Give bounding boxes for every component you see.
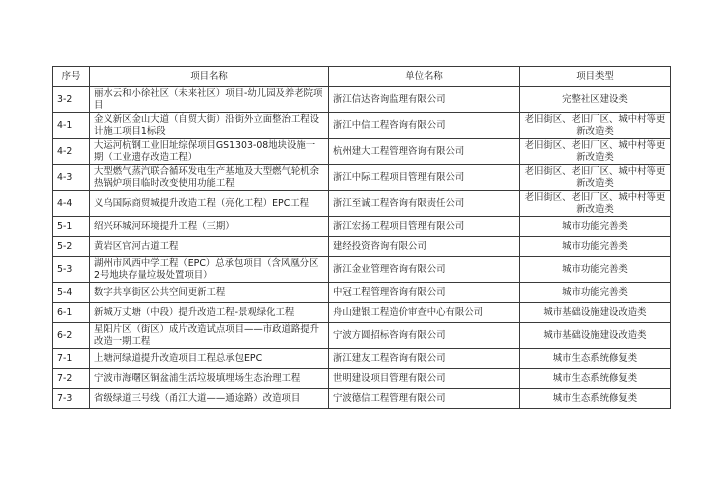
cell-project-type: 城市功能完善类 <box>520 237 671 257</box>
cell-unit-name: 浙江宏扬工程项目管理有限公司 <box>329 217 520 237</box>
cell-project-type: 城市生态系统修复类 <box>520 369 671 389</box>
table-row <box>53 389 671 409</box>
cell-unit-name: 世明建设项目管理有限公司 <box>329 369 520 389</box>
table-row <box>53 369 671 389</box>
cell-project-name: 新城万丈塘（中段）提升改造工程-景观绿化工程 <box>90 303 329 323</box>
table-row <box>53 303 671 323</box>
cell-unit-name: 浙江至诚工程咨询有限责任公司 <box>329 191 520 217</box>
cell-seq: 5-1 <box>53 217 90 237</box>
header-project-type: 项目类型 <box>520 67 671 87</box>
cell-project-type: 完整社区建设类 <box>520 87 671 113</box>
header-unit-name: 单位名称 <box>329 67 520 87</box>
cell-project-type: 老旧街区、老旧厂区、城中村等更新改造类 <box>520 139 671 165</box>
cell-seq: 6-1 <box>53 303 90 323</box>
cell-project-name: 湖州市风西中学工程（EPC）总承包项目（含风凰分区2号地块存量垃圾处置项目） <box>90 257 329 283</box>
cell-unit-name: 浙江中信工程咨询有限公司 <box>329 113 520 139</box>
cell-seq: 7-2 <box>53 369 90 389</box>
cell-project-name: 星阳片区（街区）成片改造试点项目——市政道路提升改造一期工程 <box>90 323 329 349</box>
cell-project-name: 黄岩区官河古道工程 <box>90 237 329 257</box>
cell-project-type: 城市功能完善类 <box>520 217 671 237</box>
cell-seq: 4-4 <box>53 191 90 217</box>
cell-project-name: 绍兴环城河环境提升工程（三期） <box>90 217 329 237</box>
cell-unit-name: 浙江建友工程咨询有限公司 <box>329 349 520 369</box>
cell-project-name: 丽水云和小徐社区（未来社区）项目-幼儿园及养老院项目 <box>90 87 329 113</box>
cell-seq: 5-4 <box>53 283 90 303</box>
cell-project-type: 老旧街区、老旧厂区、城中村等更新改造类 <box>520 165 671 191</box>
cell-project-type: 城市基础设施建设改造类 <box>520 303 671 323</box>
cell-project-name: 数字共享街区公共空间更新工程 <box>90 283 329 303</box>
table-row <box>53 283 671 303</box>
table-row <box>53 113 671 139</box>
table-row <box>53 257 671 283</box>
cell-seq: 4-2 <box>53 139 90 165</box>
cell-seq: 5-3 <box>53 257 90 283</box>
table-header-row <box>53 67 671 87</box>
table-row <box>53 217 671 237</box>
cell-unit-name: 宁波德信工程管理有限公司 <box>329 389 520 409</box>
cell-seq: 5-2 <box>53 237 90 257</box>
cell-unit-name: 建经投资咨询有限公司 <box>329 237 520 257</box>
cell-project-type: 城市功能完善类 <box>520 283 671 303</box>
cell-seq: 3-2 <box>53 87 90 113</box>
cell-unit-name: 杭州建大工程管理咨询有限公司 <box>329 139 520 165</box>
table-row <box>53 191 671 217</box>
cell-project-type: 城市生态系统修复类 <box>520 389 671 409</box>
cell-seq: 4-3 <box>53 165 90 191</box>
cell-project-type: 城市基础设施建设改造类 <box>520 323 671 349</box>
table-row <box>53 87 671 113</box>
project-table <box>52 66 671 409</box>
cell-project-type: 老旧街区、老旧厂区、城中村等更新改造类 <box>520 191 671 217</box>
cell-project-name: 宁波市海曙区铜盆浦生活垃圾填埋场生态治理工程 <box>90 369 329 389</box>
cell-unit-name: 浙江信达咨询监理有限公司 <box>329 87 520 113</box>
cell-project-name: 金义新区金山大道（自贸大街）沿街外立面整治工程设计施工项目1标段 <box>90 113 329 139</box>
cell-project-type: 老旧街区、老旧厂区、城中村等更新改造类 <box>520 113 671 139</box>
table-row <box>53 349 671 369</box>
cell-unit-name: 中冠工程管理咨询有限公司 <box>329 283 520 303</box>
cell-unit-name: 浙江金业管理咨询有限公司 <box>329 257 520 283</box>
cell-unit-name: 宁波方圆招标咨询有限公司 <box>329 323 520 349</box>
cell-project-name: 大运河杭钢工业旧址综保项目GS1303-08地块设施一期（工业遗存改造工程） <box>90 139 329 165</box>
header-seq: 序号 <box>53 67 90 87</box>
cell-seq: 7-1 <box>53 349 90 369</box>
table-row <box>53 139 671 165</box>
cell-project-name: 大型燃气蒸汽联合循环发电生产基地及大型燃气轮机余热锅炉项目临时改变使用功能工程 <box>90 165 329 191</box>
cell-seq: 7-3 <box>53 389 90 409</box>
cell-unit-name: 舟山建银工程造价审查中心有限公司 <box>329 303 520 323</box>
table-row <box>53 237 671 257</box>
cell-project-name: 义乌国际商贸城提升改造工程（亮化工程）EPC工程 <box>90 191 329 217</box>
table-row <box>53 323 671 349</box>
cell-unit-name: 浙江中际工程项目管理有限公司 <box>329 165 520 191</box>
cell-project-type: 城市生态系统修复类 <box>520 349 671 369</box>
cell-seq: 4-1 <box>53 113 90 139</box>
cell-project-name: 上塘河绿道提升改造项目工程总承包EPC <box>90 349 329 369</box>
cell-project-name: 省级绿道三号线（甬江大道——通途路）改造项目 <box>90 389 329 409</box>
cell-project-type: 城市功能完善类 <box>520 257 671 283</box>
header-project-name: 项目名称 <box>90 67 329 87</box>
table-row <box>53 165 671 191</box>
cell-seq: 6-2 <box>53 323 90 349</box>
